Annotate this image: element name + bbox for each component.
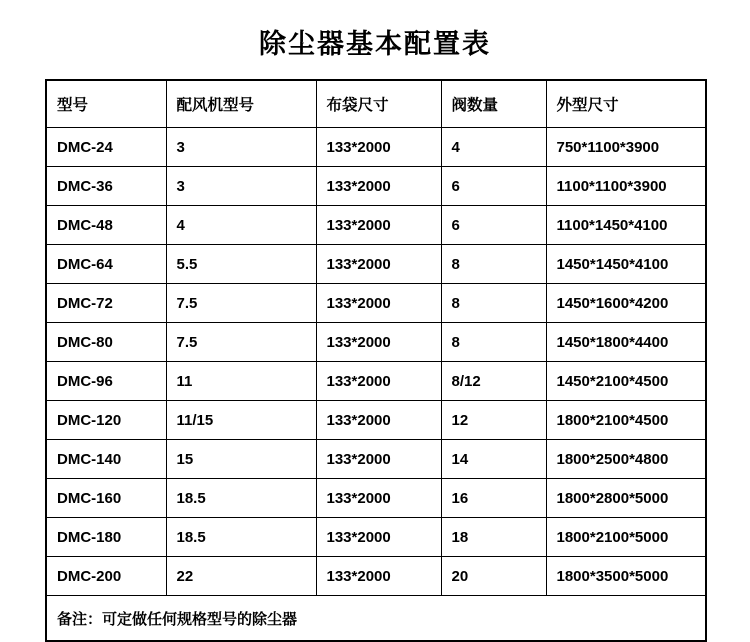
cell-fan-model: 3	[166, 128, 316, 167]
cell-fan-model: 18.5	[166, 479, 316, 518]
column-header-fan-model: 配风机型号	[166, 80, 316, 128]
cell-dimensions: 1800*2500*4800	[546, 440, 706, 479]
table-row	[46, 362, 706, 401]
cell-valve-count: 20	[441, 557, 546, 596]
cell-valve-count: 6	[441, 167, 546, 206]
table-row	[46, 557, 706, 596]
cell-model: DMC-160	[46, 479, 166, 518]
cell-bag-size: 133*2000	[316, 167, 441, 206]
table-row	[46, 323, 706, 362]
cell-bag-size: 133*2000	[316, 440, 441, 479]
cell-dimensions: 1100*1450*4100	[546, 206, 706, 245]
cell-model: DMC-140	[46, 440, 166, 479]
table-header-row	[46, 80, 706, 128]
cell-valve-count: 8/12	[441, 362, 546, 401]
spec-table-container	[0, 79, 750, 642]
table-row	[46, 128, 706, 167]
cell-fan-model: 3	[166, 167, 316, 206]
cell-dimensions: 1450*2100*4500	[546, 362, 706, 401]
cell-dimensions: 1450*1600*4200	[546, 284, 706, 323]
column-header-valve-count: 阀数量	[441, 80, 546, 128]
cell-bag-size: 133*2000	[316, 284, 441, 323]
cell-dimensions: 1450*1800*4400	[546, 323, 706, 362]
cell-bag-size: 133*2000	[316, 323, 441, 362]
table-row	[46, 479, 706, 518]
cell-model: DMC-180	[46, 518, 166, 557]
cell-fan-model: 22	[166, 557, 316, 596]
cell-dimensions: 1450*1450*4100	[546, 245, 706, 284]
table-row	[46, 284, 706, 323]
cell-bag-size: 133*2000	[316, 206, 441, 245]
cell-model: DMC-36	[46, 167, 166, 206]
cell-bag-size: 133*2000	[316, 401, 441, 440]
cell-model: DMC-72	[46, 284, 166, 323]
cell-model: DMC-120	[46, 401, 166, 440]
cell-model: DMC-80	[46, 323, 166, 362]
cell-dimensions: 1100*1100*3900	[546, 167, 706, 206]
cell-fan-model: 7.5	[166, 284, 316, 323]
table-row	[46, 518, 706, 557]
cell-model: DMC-64	[46, 245, 166, 284]
cell-valve-count: 4	[441, 128, 546, 167]
cell-bag-size: 133*2000	[316, 128, 441, 167]
cell-valve-count: 12	[441, 401, 546, 440]
cell-bag-size: 133*2000	[316, 362, 441, 401]
cell-bag-size: 133*2000	[316, 479, 441, 518]
cell-valve-count: 16	[441, 479, 546, 518]
cell-bag-size: 133*2000	[316, 518, 441, 557]
cell-valve-count: 8	[441, 323, 546, 362]
cell-valve-count: 8	[441, 284, 546, 323]
spec-table	[45, 79, 707, 642]
page-title: 除尘器基本配置表	[259, 29, 491, 59]
table-note: 备注：可定做任何规格型号的除尘器	[46, 596, 706, 642]
cell-model: DMC-24	[46, 128, 166, 167]
cell-model: DMC-48	[46, 206, 166, 245]
cell-model: DMC-96	[46, 362, 166, 401]
cell-valve-count: 6	[441, 206, 546, 245]
cell-valve-count: 18	[441, 518, 546, 557]
cell-fan-model: 5.5	[166, 245, 316, 284]
table-row	[46, 440, 706, 479]
cell-dimensions: 1800*2100*5000	[546, 518, 706, 557]
cell-bag-size: 133*2000	[316, 557, 441, 596]
cell-fan-model: 15	[166, 440, 316, 479]
table-row	[46, 167, 706, 206]
cell-bag-size: 133*2000	[316, 245, 441, 284]
cell-dimensions: 1800*2100*4500	[546, 401, 706, 440]
column-header-bag-size: 布袋尺寸	[316, 80, 441, 128]
column-header-model: 型号	[46, 80, 166, 128]
column-header-dimensions: 外型尺寸	[546, 80, 706, 128]
table-row	[46, 245, 706, 284]
cell-dimensions: 1800*3500*5000	[546, 557, 706, 596]
cell-valve-count: 8	[441, 245, 546, 284]
cell-fan-model: 4	[166, 206, 316, 245]
cell-model: DMC-200	[46, 557, 166, 596]
cell-dimensions: 1800*2800*5000	[546, 479, 706, 518]
cell-fan-model: 11/15	[166, 401, 316, 440]
cell-fan-model: 11	[166, 362, 316, 401]
cell-valve-count: 14	[441, 440, 546, 479]
cell-dimensions: 750*1100*3900	[546, 128, 706, 167]
table-note-row	[46, 596, 706, 642]
cell-fan-model: 18.5	[166, 518, 316, 557]
cell-fan-model: 7.5	[166, 323, 316, 362]
table-row	[46, 401, 706, 440]
table-row	[46, 206, 706, 245]
